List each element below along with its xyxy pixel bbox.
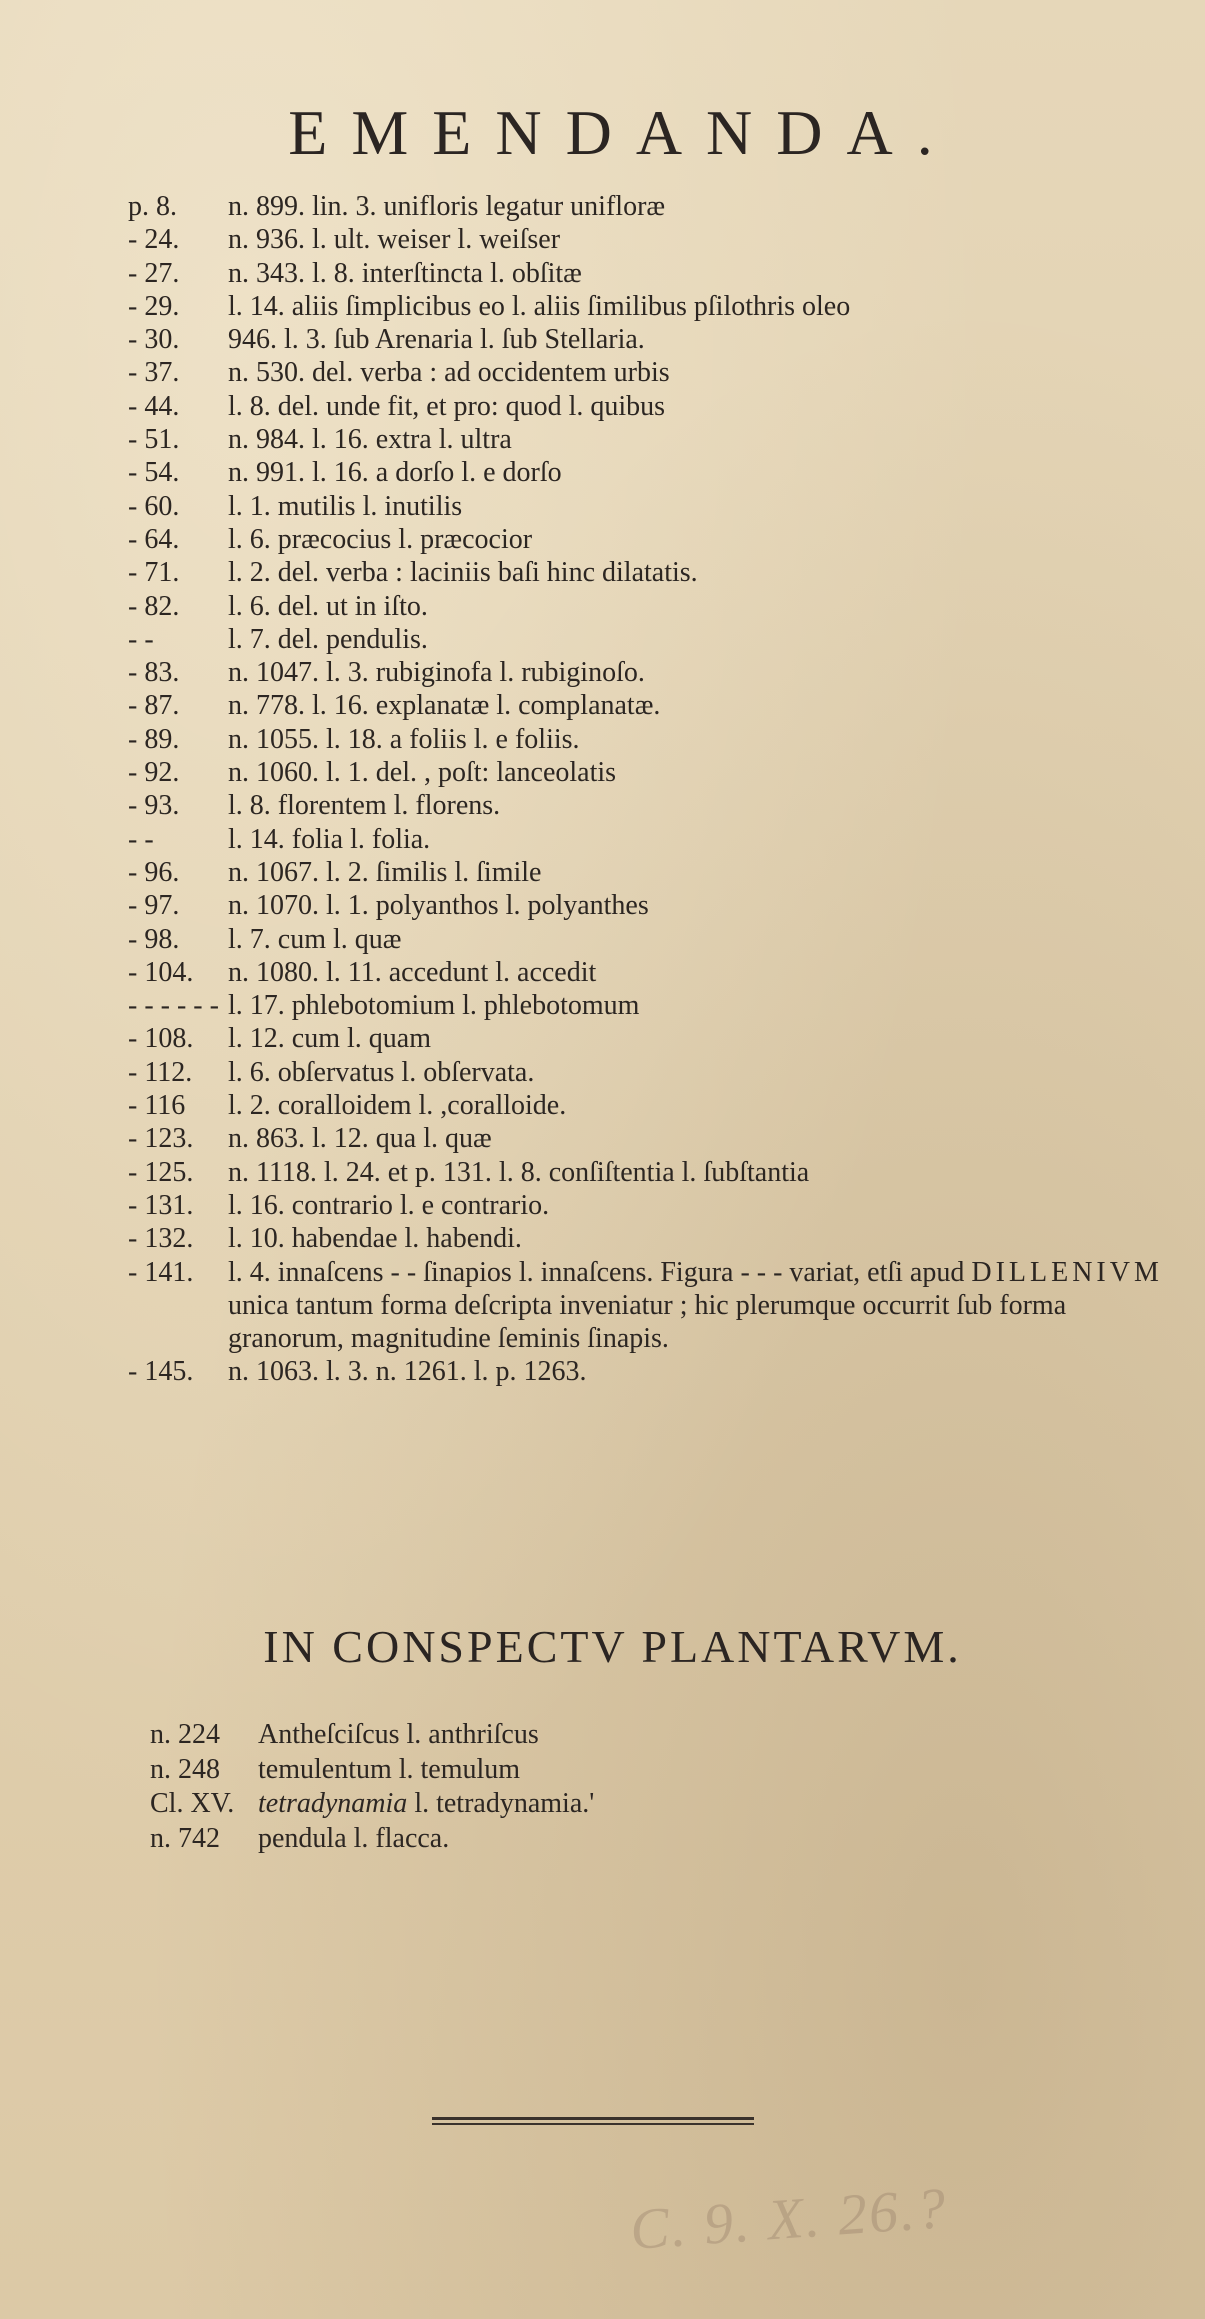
erratum-page: - 92. [128,757,180,789]
erratum-text: n. 343. l. 8. interſtincta l. obſitæ [228,257,582,289]
erratum-text: l. 16. contrario l. e contrario. [228,1189,550,1221]
conspectus-number: Cl. XV. [150,1788,235,1819]
erratum-text: n. 778. l. 16. explanatæ l. complanatæ. [228,690,661,722]
erratum-text-part: l. 4. innaſcens - - ſinapios l. innaſcens. Figura - - - variat, etſi apud [228,1256,972,1288]
page-title: EMENDANDA. [288,97,957,168]
erratum-text: l. 10. habendae l. habendi. [228,1223,522,1255]
erratum-row [128,856,1188,889]
erratum-text: l. 2. del. verba : laciniis baſi hinc dilatatis. [228,557,698,589]
erratum-row [128,423,1188,456]
erratum-page: - 145. [128,1356,194,1388]
conspectus-row [150,1753,594,1788]
erratum-text: l. 7. cum l. quæ [228,923,402,955]
erratum-text: n. 1055. l. 18. a foliis l. e foliis. [228,723,580,755]
erratum-page: - 71. [128,557,180,589]
erratum-page: - 112. [128,1056,193,1088]
erratum-row [128,523,1188,556]
erratum-row [128,723,1188,756]
erratum-page: - 98. [128,923,180,955]
erratum-text: l. 12. cum l. quam [228,1023,431,1055]
conspectus-row [150,1787,594,1822]
erratum-page: - 104. [128,956,194,988]
erratum-page: - 44. [128,390,180,422]
section-title: IN CONSPECTV PLANTARVM. [263,1621,962,1672]
conspectus-row [150,1822,594,1857]
erratum-text: n. 1047. l. 3. rubiginofa l. rubiginoſo. [228,657,645,689]
erratum-row [128,789,1188,822]
erratum-text: l. 1. mutilis l. inutilis [228,490,463,522]
erratum-page: - 30. [128,324,180,356]
erratum-row [128,1089,1188,1122]
erratum-page: - 131. [128,1189,194,1221]
erratum-text: l. 7. del. pendulis. [228,623,428,655]
erratum-page: - 96. [128,856,180,888]
erratum-row [128,756,1188,789]
erratum-text: n. 1118. l. 24. et p. 131. l. 8. conſiſtentia l. ſubſtantia [228,1156,810,1188]
erratum-page: - 125. [128,1156,194,1188]
erratum-text: l. 17. phlebotomium l. phlebotomum [228,990,640,1022]
erratum-page: - 108. [128,1023,194,1055]
errata-list [128,190,1188,1389]
conspectus-text: temulentum l. temulum [258,1753,521,1785]
erratum-row [128,689,1188,722]
erratum-page: - 51. [128,424,180,456]
erratum-page: - 54. [128,457,180,489]
erratum-row [128,323,1188,356]
erratum-row [128,989,1188,1022]
author-name: DILLENIVM [971,1256,1163,1288]
erratum-row [128,257,1188,290]
erratum-row [128,823,1188,856]
erratum-text: n. 1080. l. 11. accedunt l. accedit [228,956,597,988]
erratum-row [128,1056,1188,1089]
erratum-text: 946. l. 3. ſub Arenaria l. ſub Stellaria. [228,324,645,356]
erratum-text: l. 8. del. unde fit, et pro: quod l. quibus [228,390,666,422]
conspectus-row [150,1718,594,1753]
erratum-page: - 64. [128,523,180,555]
divider-rule [432,2123,754,2125]
conspectus-text [258,1787,594,1822]
erratum-text: l. 14. folia l. folia. [228,823,431,855]
erratum-text: n. 863. l. 12. qua l. quæ [228,1123,492,1155]
erratum-row [128,623,1188,656]
erratum-row [128,456,1188,489]
erratum-page: - 132. [128,1223,194,1255]
erratum-text [228,1256,1168,1356]
erratum-page: - 141. [128,1256,194,1288]
erratum-text: n. 1063. l. 3. n. 1261. l. p. 1263. [228,1356,587,1388]
erratum-row [128,1256,1188,1356]
erratum-page: - 93. [128,790,180,822]
erratum-text: l. 2. coralloidem l. ,coralloide. [228,1090,567,1122]
erratum-row [128,1156,1188,1189]
erratum-page: - 29. [128,290,180,322]
erratum-text: l. 6. del. ut in iſto. [228,590,428,622]
erratum-page: - 24. [128,224,180,256]
erratum-page: - 37. [128,357,180,389]
conspectus-number: n. 248 [150,1753,220,1785]
erratum-page: - 123. [128,1123,194,1155]
conspectus-rest: l. tetradynamia.' [407,1788,595,1819]
erratum-row [128,556,1188,589]
erratum-page: p. 8. [128,191,177,222]
erratum-text: l. 6. obſervatus l. obſervata. [228,1056,535,1088]
erratum-page: - 83. [128,657,180,689]
erratum-page: - 27. [128,257,180,289]
conspectus-text: pendula l. flacca. [258,1822,450,1854]
conspectus-list [150,1718,594,1856]
erratum-page: - 87. [128,690,180,722]
erratum-page: - 60. [128,490,180,522]
erratum-text: n. 1067. l. 2. ſimilis l. ſimile [228,856,542,888]
erratum-row [128,1189,1188,1222]
erratum-row [128,656,1188,689]
erratum-page: - - [128,823,154,855]
erratum-row [128,190,1188,223]
erratum-text: l. 8. florentem l. florens. [228,790,501,822]
conspectus-italic: tetradynamia [258,1788,408,1819]
erratum-text: l. 14. aliis ſimplicibus eo l. aliis ſimilibus pſilothris oleo [228,290,851,322]
erratum-text: n. 991. l. 16. a dorſo l. e dorſo [228,457,562,489]
erratum-row [128,1222,1188,1255]
erratum-text: n. 530. del. verba : ad occidentem urbis [228,357,670,389]
library-stamp: C. 9. X. 26.? [628,2175,950,2262]
erratum-text: n. 1070. l. 1. polyanthos l. polyanthes [228,890,649,922]
conspectus-number: n. 224 [150,1719,220,1750]
erratum-row [128,356,1188,389]
erratum-row [128,1122,1188,1155]
erratum-page: - 116 [128,1090,186,1122]
erratum-page: - 97. [128,890,180,922]
conspectus-text: Antheſciſcus l. anthriſcus [258,1719,539,1750]
erratum-page: - 89. [128,723,180,755]
erratum-row [128,390,1188,423]
erratum-text: n. 984. l. 16. extra l. ultra [228,424,512,456]
erratum-row [128,1022,1188,1055]
erratum-text: n. 1060. l. 1. del. , poſt: lanceolatis [228,757,617,789]
erratum-row [128,923,1188,956]
divider-rule [432,2117,754,2120]
erratum-page: - - [128,623,154,655]
erratum-text: l. 6. præcocius l. præcocior [228,523,533,555]
erratum-row [128,223,1188,256]
conspectus-number: n. 742 [150,1822,220,1854]
erratum-row [128,889,1188,922]
erratum-text: n. 899. lin. 3. unifloris legatur unifloræ [228,191,666,222]
erratum-text: n. 936. l. ult. weiser l. weiſser [228,224,561,256]
erratum-text-part: unica tantum forma deſcripta inveniatur ; hic plerumque occurrit ſub forma granorum, magnitudine ſeminis ſinapis. [228,1289,1067,1355]
erratum-page: - 82. [128,590,180,622]
erratum-row [128,290,1188,323]
erratum-row [128,590,1188,623]
erratum-page: - - - - - - [128,990,219,1022]
erratum-row [128,490,1188,523]
erratum-row [128,1355,1188,1388]
erratum-row [128,956,1188,989]
